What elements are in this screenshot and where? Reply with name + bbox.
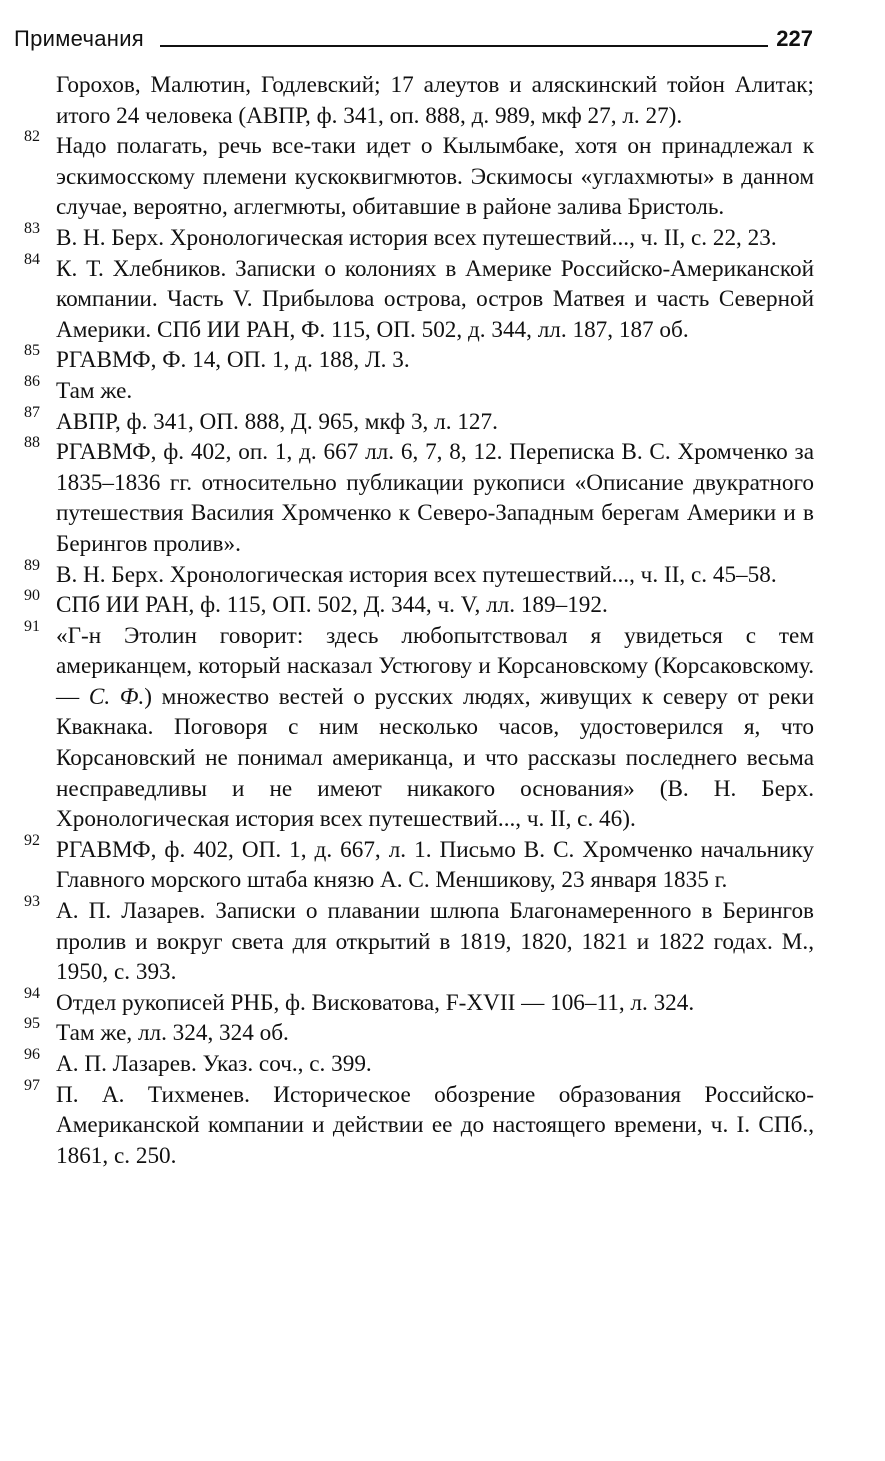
note-number: 84 bbox=[24, 250, 40, 268]
note-number: 90 bbox=[24, 587, 40, 605]
note-text: Там же. bbox=[56, 377, 133, 404]
note-text-italic: С. Ф. bbox=[88, 683, 145, 710]
note-number: 86 bbox=[24, 372, 40, 390]
note-number: 83 bbox=[24, 219, 40, 237]
note-text: В. Н. Берх. Хронологическая история всех путешествий..., ч. II, с. 45–58. bbox=[56, 561, 777, 588]
note-83 bbox=[14, 219, 814, 254]
note-number: 92 bbox=[24, 831, 40, 849]
page-number: 227 bbox=[776, 26, 813, 51]
note-text: Горохов, Малютин, Годлевский; 17 алеутов и аляскинский тойон Алитак; итого 24 человека (АВПР, ф. 341, оп. 888, д. 989, мкф 27, л. 27). bbox=[56, 72, 814, 129]
notes-list bbox=[14, 70, 814, 1171]
note-94 bbox=[14, 984, 814, 1019]
note-number: 97 bbox=[24, 1076, 40, 1094]
note-96 bbox=[14, 1046, 814, 1080]
note-text: РГАВМФ, Ф. 14, ОП. 1, д. 188, Л. 3. bbox=[56, 347, 410, 374]
note-text: АВПР, ф. 341, ОП. 888, Д. 965, мкф 3, л. 127. bbox=[56, 408, 498, 435]
note-number: 96 bbox=[24, 1046, 40, 1063]
note-text: П. А. Тихменев. Историческое обозрение образования Российско-Американской компании и действии ее до настоящего времени, ч. I. СПб., 1861, с. 250. bbox=[56, 1081, 814, 1169]
note-87 bbox=[14, 403, 814, 438]
note-text: А. П. Лазарев. Указ. соч., с. 399. bbox=[56, 1051, 372, 1077]
note-number: 91 bbox=[24, 617, 40, 635]
note-number: 88 bbox=[24, 434, 40, 452]
note-91 bbox=[14, 617, 814, 835]
note-text: Надо полагать, речь все-таки идет о Кылымбаке, хотя он принадлежал к эскимосскому племени кускоквигмютов. Эскимосы «углахмюты» в данном случае, вероятно, аглегмюты, обитавшие в районе залива Бристоль. bbox=[56, 133, 814, 221]
section-title: Примечания bbox=[14, 26, 145, 51]
note-number: 94 bbox=[24, 984, 40, 1002]
note-text: РГАВМФ, ф. 402, оп. 1, д. 667 лл. 6, 7, 8, 12. Переписка В. С. Хромченко за 1835–1836 гг. относительно публикации рукописи «Описание двукратного путешествия Василия Хромченко к Северо-Западным берегам Америки и в Берингов пролив». bbox=[56, 439, 814, 557]
note-text: В. Н. Берх. Хронологическая история всех путешествий..., ч. II, с. 22, 23. bbox=[56, 224, 777, 251]
note-text: РГАВМФ, ф. 402, ОП. 1, д. 667, л. 1. Письмо В. С. Хромченко начальнику Главного морского штаба князю А. С. Меншикову, 23 января 1835 г. bbox=[56, 836, 814, 894]
note-number: 85 bbox=[24, 342, 40, 360]
note-number: 93 bbox=[24, 893, 40, 911]
note-86 bbox=[14, 372, 814, 407]
note-continuation bbox=[14, 70, 814, 131]
note-text: Отдел рукописей РНБ, ф. Висковатова, F-XVII — 106–11, л. 324. bbox=[56, 989, 695, 1016]
note-number: 89 bbox=[24, 556, 40, 574]
note-text: Там же, лл. 324, 324 об. bbox=[56, 1020, 289, 1047]
note-text bbox=[56, 623, 814, 833]
note-text: К. Т. Хлебников. Записки о колониях в Америке Российско-Американской компании. Часть V. Прибылова острова, остров Матвея и часть Северной Америки. СПб ИИ РАН, Ф. 115, ОП. 502, д. 344, лл. 187, 187 об. bbox=[56, 255, 814, 343]
note-85 bbox=[14, 342, 814, 376]
note-84 bbox=[14, 250, 814, 346]
note-89 bbox=[14, 556, 814, 591]
note-97 bbox=[14, 1076, 814, 1172]
note-95 bbox=[14, 1015, 814, 1049]
note-93 bbox=[14, 893, 814, 988]
note-number: 87 bbox=[24, 403, 40, 421]
note-90 bbox=[14, 587, 814, 621]
header-rule bbox=[160, 45, 768, 47]
note-82 bbox=[14, 128, 814, 223]
note-92 bbox=[14, 831, 814, 896]
running-header bbox=[14, 16, 813, 50]
note-text-before: «Г-н Этолин говорит: здесь любопытствовал я увидеться с тем американцем, который насказал Устюгову и Корсановскому (Корсаковскому. — bbox=[56, 622, 814, 710]
note-text: А. П. Лазарев. Записки о плавании шлюпа Благонамеренного в Берингов пролив и вокруг света для открытий в 1819, 1820, 1821 и 1822 годах. М., 1950, с. 393. bbox=[56, 898, 814, 986]
note-number: 82 bbox=[24, 128, 40, 146]
note-text: СПб ИИ РАН, ф. 115, ОП. 502, Д. 344, ч. V, лл. 189–192. bbox=[56, 592, 608, 619]
note-88 bbox=[14, 434, 814, 559]
note-number: 95 bbox=[24, 1015, 40, 1033]
note-text-after: ) множество вестей о русских людях, живущих к северу от реки Квакнака. Поговоря с ним несколько часов, удостоверился я, что Корсановский не понимал американца, и что рассказы последнего весьма несправедливы и не имеют никакого основания» (В. Н. Берх. Хронологическая история всех путешествий..., ч. II, с. 46). bbox=[56, 683, 814, 833]
